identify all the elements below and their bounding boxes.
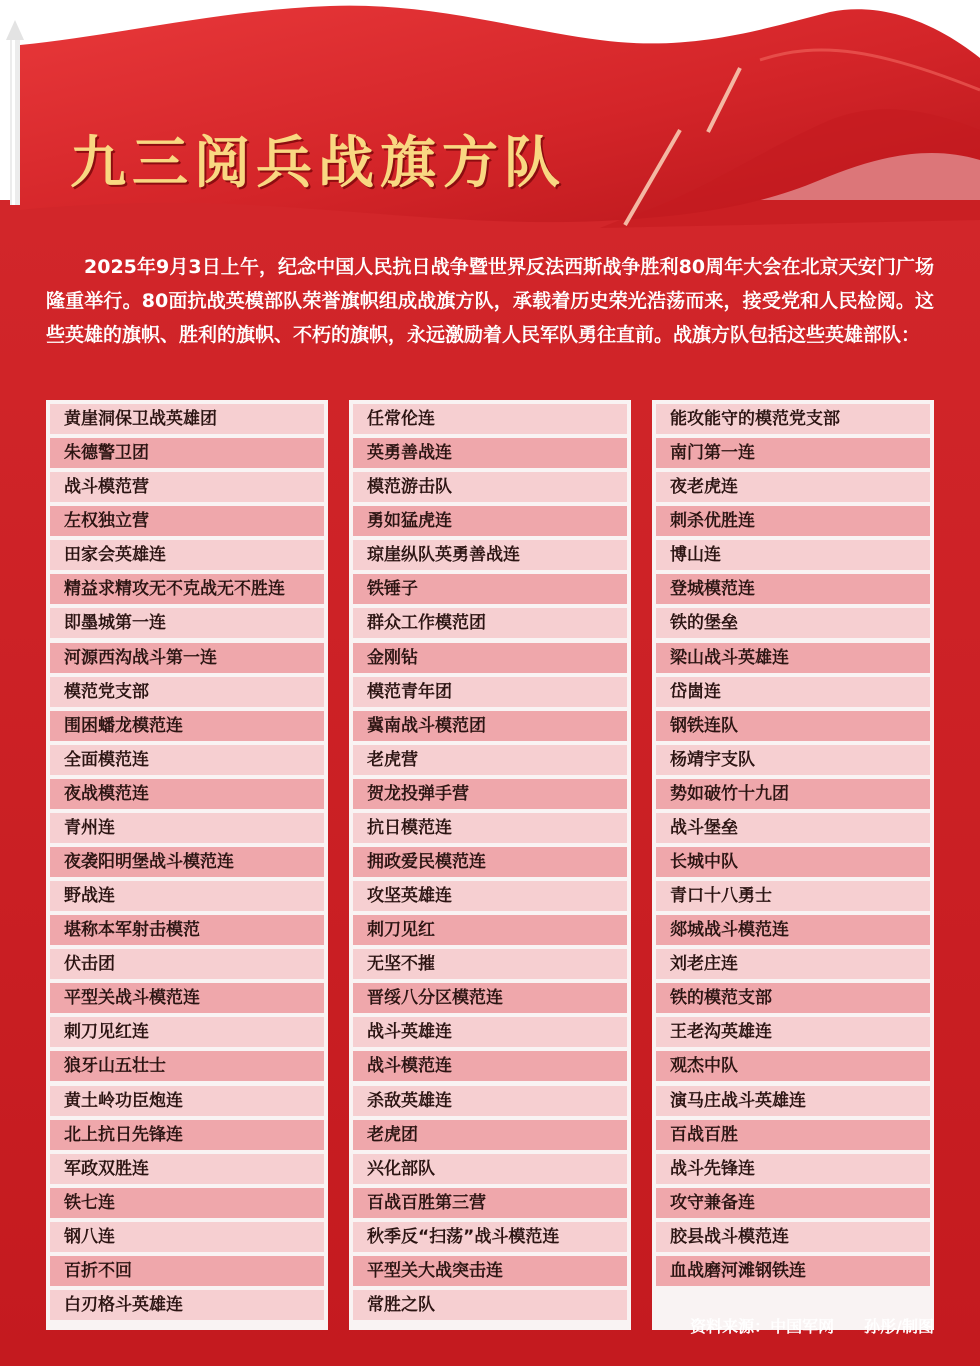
unit-list-column-2 [349,400,631,1330]
unit-list-item: 刺杀优胜连 [656,506,930,536]
unit-list-item: 军政双胜连 [50,1154,324,1184]
unit-list-item: 战斗模范营 [50,472,324,502]
unit-list-item: 任常伦连 [353,404,627,434]
unit-list-item: 狼牙山五壮士 [50,1051,324,1081]
author-credit: 孙彤/制图 [864,1317,934,1336]
unit-list-item: 金刚钻 [353,643,627,673]
unit-list-item: 夜老虎连 [656,472,930,502]
unit-list-item: 精益求精攻无不克战无不胜连 [50,574,324,604]
unit-list-item: 钢铁连队 [656,711,930,741]
unit-list-item: 贺龙投弹手营 [353,779,627,809]
unit-list-column-1 [46,400,328,1330]
unit-list-item: 冀南战斗模范团 [353,711,627,741]
unit-list-item: 铁的模范支部 [656,983,930,1013]
unit-list-item: 战斗先锋连 [656,1154,930,1184]
unit-list-item: 杀敌英雄连 [353,1086,627,1116]
unit-list-item: 左权独立营 [50,506,324,536]
unit-list-item: 刘老庄连 [656,949,930,979]
unit-list-item: 黄崖洞保卫战英雄团 [50,404,324,434]
unit-list-item: 田家会英雄连 [50,540,324,570]
unit-list-item: 登城模范连 [656,574,930,604]
unit-list-item: 平型关战斗模范连 [50,983,324,1013]
unit-list-item: 模范青年团 [353,677,627,707]
unit-list-item: 常胜之队 [353,1290,627,1320]
credit-line [690,1314,934,1337]
unit-list-item: 秋季反“扫荡”战斗模范连 [353,1222,627,1252]
unit-list-item: 野战连 [50,881,324,911]
unit-list-item: 铁锤子 [353,574,627,604]
unit-list-item: 堪称本军射击模范 [50,915,324,945]
unit-list-item: 平型关大战突击连 [353,1256,627,1286]
unit-list-item: 伏击团 [50,949,324,979]
unit-list-item: 血战磨河滩钢铁连 [656,1256,930,1286]
unit-list-item: 势如破竹十九团 [656,779,930,809]
unit-list-item: 青州连 [50,813,324,843]
unit-list-item: 百战百胜 [656,1120,930,1150]
unit-list-item: 郯城战斗模范连 [656,915,930,945]
unit-list-item: 博山连 [656,540,930,570]
unit-list-item: 南门第一连 [656,438,930,468]
unit-list-item: 演马庄战斗英雄连 [656,1086,930,1116]
unit-list-item: 百战百胜第三营 [353,1188,627,1218]
unit-list-item: 夜袭阳明堡战斗模范连 [50,847,324,877]
unit-list-item: 晋绥八分区模范连 [353,983,627,1013]
unit-list-item: 夜战模范连 [50,779,324,809]
unit-list-item: 观杰中队 [656,1051,930,1081]
unit-list-item: 模范党支部 [50,677,324,707]
unit-list-item: 老虎营 [353,745,627,775]
unit-list-item: 百折不回 [50,1256,324,1286]
unit-list-item: 白刃格斗英雄连 [50,1290,324,1320]
unit-list-item: 北上抗日先锋连 [50,1120,324,1150]
unit-list-item: 勇如猛虎连 [353,506,627,536]
unit-list-item: 王老沟英雄连 [656,1017,930,1047]
unit-list-item: 无坚不摧 [353,949,627,979]
unit-list-item: 杨靖宇支队 [656,745,930,775]
unit-list-item: 模范游击队 [353,472,627,502]
unit-list-item: 青口十八勇士 [656,881,930,911]
unit-list-item: 群众工作模范团 [353,608,627,638]
unit-list-item: 战斗模范连 [353,1051,627,1081]
unit-list-item: 朱德警卫团 [50,438,324,468]
unit-list-item: 铁的堡垒 [656,608,930,638]
source-credit: 资料来源：中国军网 [690,1317,835,1336]
unit-list-item: 全面模范连 [50,745,324,775]
unit-list-item: 能攻能守的模范党支部 [656,404,930,434]
unit-list-item: 攻坚英雄连 [353,881,627,911]
unit-list-item: 拥政爱民模范连 [353,847,627,877]
unit-list-item: 英勇善战连 [353,438,627,468]
unit-list-item: 战斗堡垒 [656,813,930,843]
unit-list-item: 战斗英雄连 [353,1017,627,1047]
unit-list-item: 胶县战斗模范连 [656,1222,930,1252]
poster-title: 九三阅兵战旗方队 [70,131,566,196]
unit-list-item: 即墨城第一连 [50,608,324,638]
unit-list-item: 刺刀见红连 [50,1017,324,1047]
unit-list-item: 兴化部队 [353,1154,627,1184]
unit-list-item: 围困蟠龙模范连 [50,711,324,741]
unit-list-item: 刺刀见红 [353,915,627,945]
unit-list-item: 梁山战斗英雄连 [656,643,930,673]
unit-list-item: 攻守兼备连 [656,1188,930,1218]
unit-list-column-3 [652,400,934,1330]
unit-list-item: 黄土岭功臣炮连 [50,1086,324,1116]
unit-list-item: 河源西沟战斗第一连 [50,643,324,673]
unit-list-item: 岱崮连 [656,677,930,707]
unit-list-item: 老虎团 [353,1120,627,1150]
unit-list-item: 长城中队 [656,847,930,877]
unit-list-item: 抗日模范连 [353,813,627,843]
unit-list-item: 钢八连 [50,1222,324,1252]
intro-paragraph: 2025年9月3日上午，纪念中国人民抗日战争暨世界反法西斯战争胜利80周年大会在北京天安门广场隆重举行。80面抗战英模部队荣誉旗帜组成战旗方队，承载着历史荣光浩荡而来，接受党和人民检阅。这些英雄的旗帜、胜利的旗帜、不朽的旗帜，永远激励着人民军队勇往直前。战旗方队包括这些英雄部队： [46,256,934,346]
unit-list-item: 琼崖纵队英勇善战连 [353,540,627,570]
unit-list-item: 铁七连 [50,1188,324,1218]
